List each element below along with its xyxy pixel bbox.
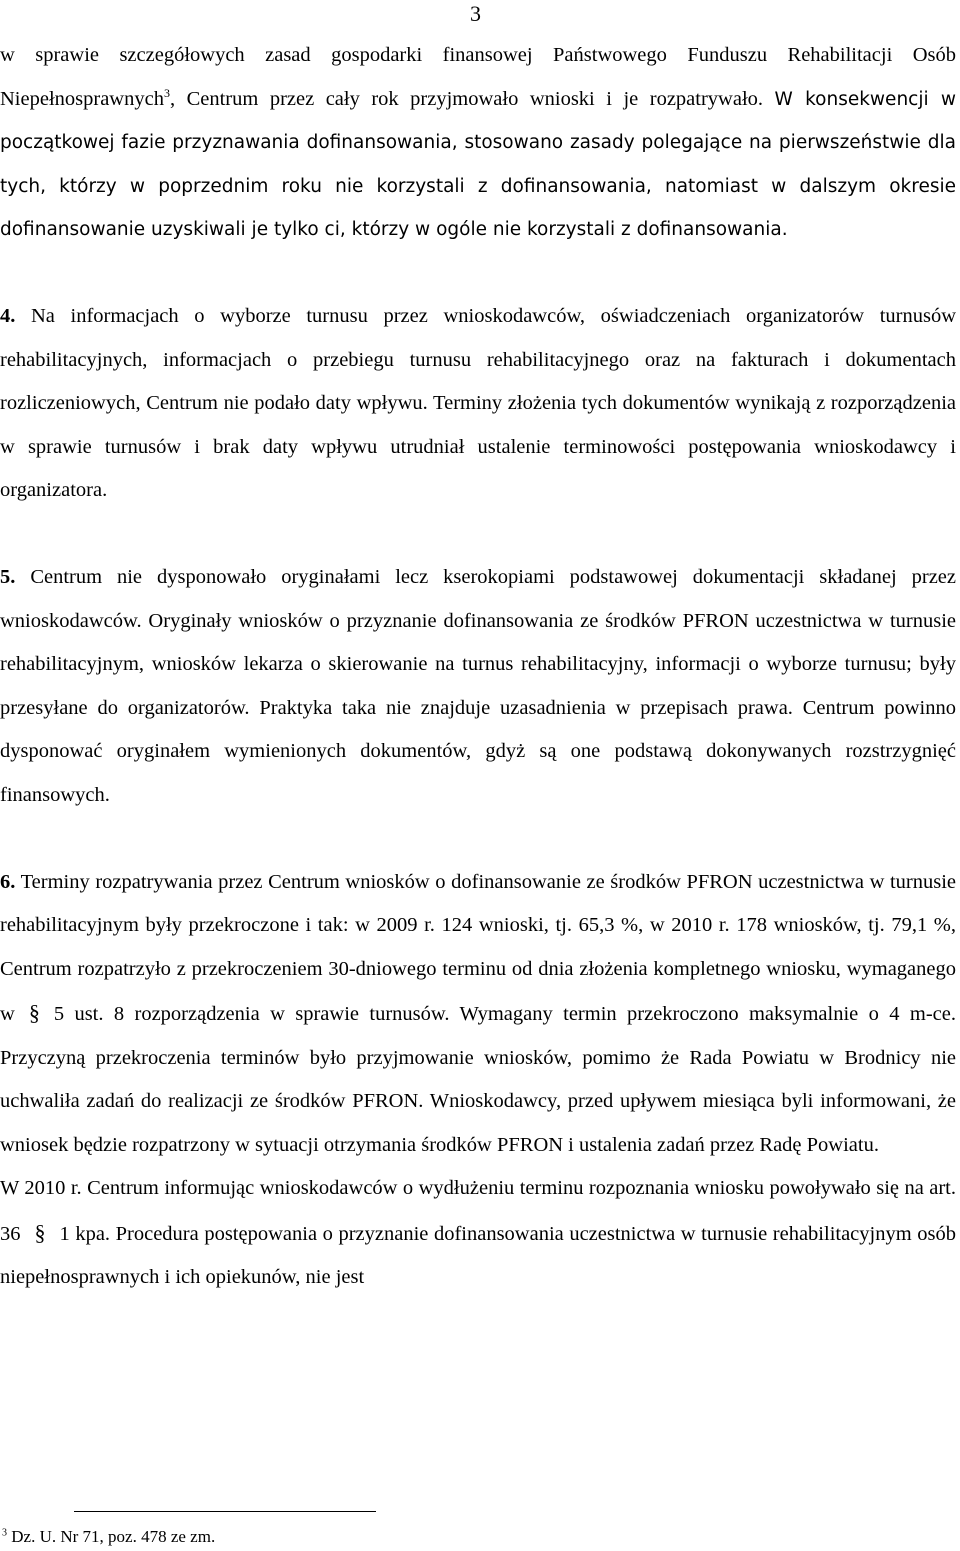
paragraph-7 (0, 1167, 956, 1300)
document-body (0, 34, 956, 1300)
section-sign: § (28, 1000, 40, 1025)
footnote (2, 1526, 215, 1548)
paragraph-7-text-a: W 2010 r. Centrum informując wnioskodawców o wydłużeniu terminu rozpoznania wniosku powoływało się na art. 36 (0, 1177, 956, 1245)
para1-text-a: w sprawie szczegółowych zasad gospodarki finansowej Państwowego Funduszu Rehabilitacji Osób Niepełnosprawnych (0, 44, 956, 110)
paragraph-5-number: 5. (0, 566, 16, 588)
paragraph-6 (0, 861, 956, 1168)
para1-text-sans: W konsekwencji w początkowej fazie przyznawania dofinansowania, stosowano zasady polegające na pierwszeństwie dla tych, którzy w poprzednim roku nie korzystali z dofinansowania, natomiast w dalszym okresie dofinansowanie uzyskiwali je tylko ci, którzy w ogóle nie korzystali z dofinansowania. (0, 88, 957, 240)
paragraph-5-text: Centrum nie dysponowało oryginałami lecz kserokopiami podstawowej dokumentacji składanej przez wnioskodawców. Oryginały wniosków o przyznanie dofinansowania ze środków PFRON uczestnictwa w turnusie rehabilitacyjnym, wniosków lekarza o skierowanie na turnus rehabilitacyjny, informacji o wyborze turnusu; były przesyłane do organizatorów. Praktyka taka nie znajduje uzasadnienia w przepisach prawa. Centrum powinno dysponować oryginałem wymienionych dokumentów, gdyż są one podstawą dokonywanych rozstrzygnięć finansowych. (0, 566, 956, 806)
paragraph-4 (0, 295, 956, 513)
paragraph-continuation (0, 34, 956, 252)
paragraph-6-text-b: 5 ust. 8 rozporządzenia w sprawie turnusów. Wymagany termin przekroczono maksymalnie o 4 m-ce. Przyczyną przekroczenia terminów było przyjmowanie wniosków, pomimo że Rada Powiatu w Brodnicy nie uchwaliła zadań do realizacji ze środków PFRON. Wnioskodawcy, przed upływem miesiąca byli informowani, że wniosek będzie rozpatrzony w sytuacji otrzymania środków PFRON i ustalenia zadań przez Radę Powiatu. (0, 1003, 956, 1156)
paragraph-7-text-b: 1 kpa. Procedura postępowania o przyznanie dofinansowania uczestnictwa w turnusie rehabilitacyjnym osób niepełnosprawnych i ich opiekunów, nie jest (0, 1222, 956, 1288)
paragraph-6-text-a: Terminy rozpatrywania przez Centrum wniosków o dofinansowanie ze środków PFRON uczestnictwa w turnusie rehabilitacyjnym były przekroczone i tak: w 2009 r. 124 wnioski, tj. 65,3 %, w 2010 r. 178 wniosków, tj. 79,1 %, Centrum rozpatrzyło z przekroczeniem 30-dniowego terminu od dnia złożenia kompletnego wniosku, wymaganego w (0, 870, 956, 1025)
footnote-text: Dz. U. Nr 71, poz. 478 ze zm. (7, 1527, 216, 1546)
section-sign: § (34, 1219, 46, 1245)
para1-text-b: , Centrum przez cały rok przyjmowało wnioski i je rozpatrywało. (169, 87, 764, 110)
paragraph-4-number: 4. (0, 305, 16, 327)
paragraph-5 (0, 556, 956, 817)
footnote-reference[interactable]: 3 (163, 85, 170, 100)
paragraph-4-text: Na informacjach o wyborze turnusu przez wnioskodawców, oświadczeniach organizatorów turnusów rehabilitacyjnych, informacjach o przebiegu turnusu rehabilitacyjnego oraz na fakturach i dokumentach rozliczeniowych, Centrum nie podało daty wpływu. Terminy złożenia tych dokumentów wynikają z rozporządzenia w sprawie turnusów i brak daty wpływu utrudniał ustalenie terminowości postępowania wnioskodawcy i organizatora. (0, 305, 956, 501)
footnote-marker: 3 (2, 1527, 7, 1539)
footnote-separator (74, 1511, 376, 1512)
paragraph-6-number: 6. (0, 870, 16, 893)
page-number: 3 (470, 1, 481, 26)
